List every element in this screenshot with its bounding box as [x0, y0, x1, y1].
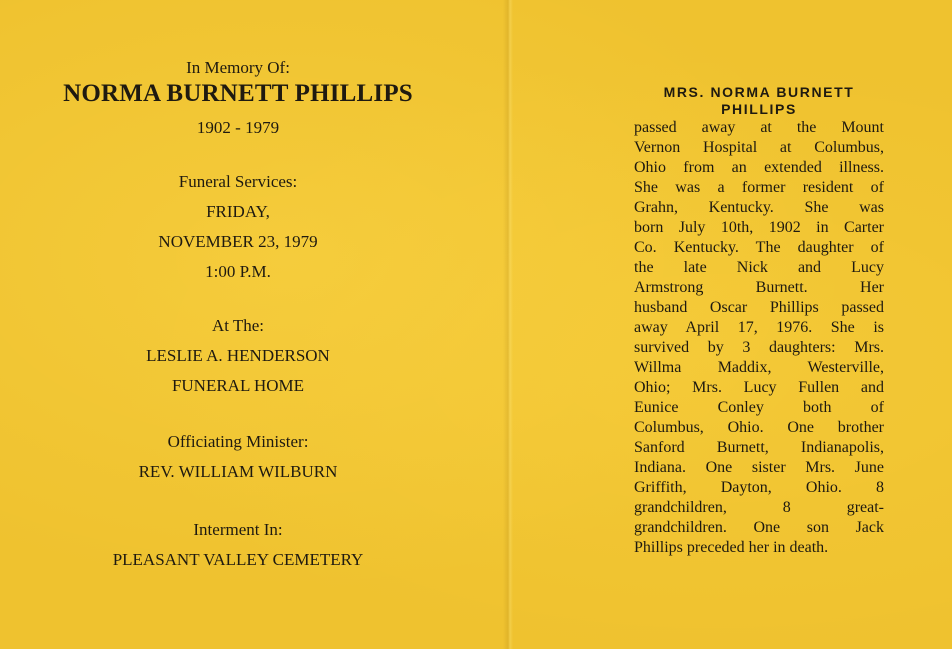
- obituary-line: grandchildren, 8 great-: [634, 499, 884, 516]
- right-panel: [634, 84, 884, 558]
- obituary-line: Ohio from an extended illness.: [634, 159, 884, 176]
- obituary-line: husband Oscar Phillips passed: [634, 299, 884, 316]
- service-date: NOVEMBER 23, 1979: [158, 232, 318, 251]
- obituary-line: Sanford Burnett, Indianapolis,: [634, 439, 884, 456]
- at-the-label: At The:: [211, 316, 265, 335]
- interment-label: Interment In:: [193, 520, 283, 539]
- obituary-title-line1: MRS. NORMA BURNETT: [663, 84, 855, 100]
- obituary-line: grandchildren. One son Jack: [634, 519, 884, 536]
- life-years: 1902 - 1979: [196, 118, 280, 137]
- funeral-services-label: Funeral Services:: [178, 172, 298, 191]
- obituary-line: Columbus, Ohio. One brother: [634, 419, 884, 436]
- funeral-home-line1: LESLIE A. HENDERSON: [146, 346, 330, 365]
- obituary-line: survived by 3 daughters: Mrs.: [634, 339, 884, 356]
- obituary-line: born July 10th, 1902 in Carter: [634, 219, 884, 236]
- minister-name: REV. WILLIAM WILBURN: [138, 462, 338, 481]
- obituary-line: She was a former resident of: [634, 179, 884, 196]
- obituary-line: Indiana. One sister Mrs. June: [634, 459, 884, 476]
- deceased-name: NORMA BURNETT PHILLIPS: [63, 80, 413, 107]
- officiating-label: Officiating Minister:: [167, 432, 309, 451]
- obituary-line: Phillips preceded her in death.: [634, 539, 829, 556]
- obituary-line: Willma Maddix, Westerville,: [634, 359, 884, 376]
- obituary-line: the late Nick and Lucy: [634, 259, 884, 276]
- obituary-text: [634, 118, 884, 558]
- service-time: 1:00 P.M.: [205, 262, 271, 281]
- obituary-line: away April 17, 1976. She is: [634, 319, 884, 336]
- obituary-line: passed away at the Mount: [634, 119, 884, 136]
- obituary-line: Eunice Conley both of: [634, 399, 884, 416]
- obituary-line: Grahn, Kentucky. She was: [634, 199, 884, 216]
- in-memory-of-label: In Memory Of:: [186, 58, 290, 77]
- cemetery-name: PLEASANT VALLEY CEMETERY: [112, 550, 364, 569]
- obituary-line: Armstrong Burnett. Her: [634, 279, 884, 296]
- obituary-title-line2: PHILLIPS: [721, 101, 797, 117]
- funeral-home-line2: FUNERAL HOME: [171, 376, 305, 395]
- card-fold: [503, 0, 513, 649]
- obituary-line: Co. Kentucky. The daughter of: [634, 239, 884, 256]
- obituary-line: Griffith, Dayton, Ohio. 8: [634, 479, 884, 496]
- service-day: FRIDAY,: [206, 202, 270, 221]
- obituary-line: Vernon Hospital at Columbus,: [634, 139, 884, 156]
- obituary-line: Ohio; Mrs. Lucy Fullen and: [634, 379, 884, 396]
